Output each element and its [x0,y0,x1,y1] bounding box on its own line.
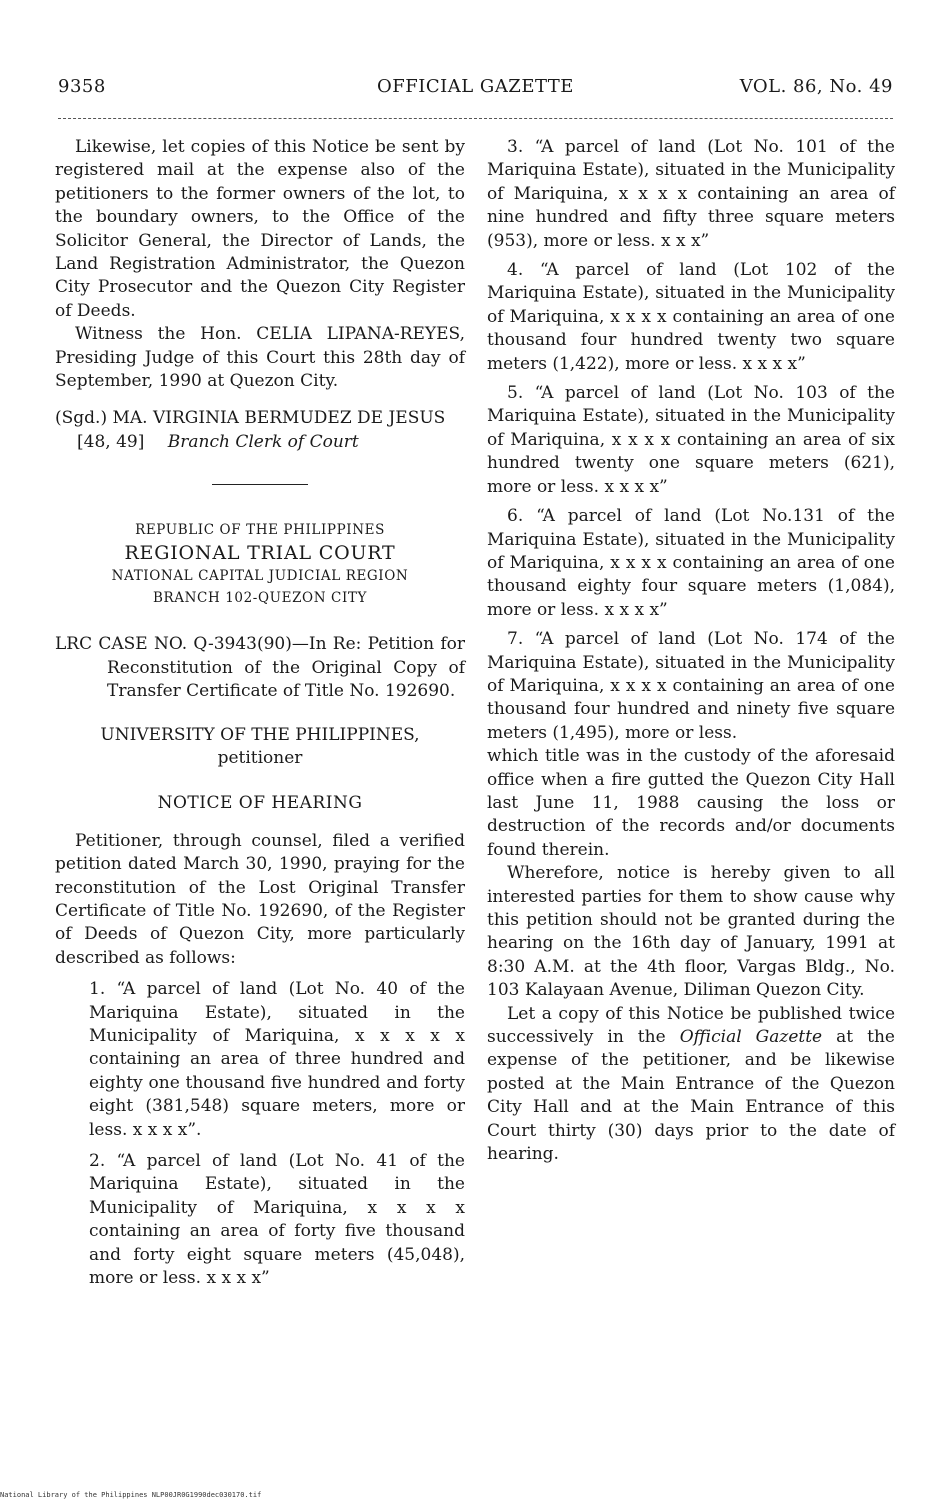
court-republic: REPUBLIC OF THE PHILIPPINES [135,522,385,539]
petitioner-name: UNIVERSITY OF THE PHILIPPINES, [100,724,420,745]
parcel-item-5: 5. “A parcel of land (Lot No. 103 of the Mariquina Estate), situated in the Municipality of Mariquina, x x x x containing an area of six hundred twenty one square meters (621), more or less. x x x x” [487,383,895,497]
petitioner-role: petitioner [217,747,303,768]
paragraph-likewise: Likewise, let copies of this Notice be sent by registered mail at the expense also of the petitioners to the former owners of the lot, to the boundary owners, to the Office of the Solicitor General, the Director of Lands, the Land Registration Administrator, the Quezon City Prosecutor and the Quezon City Register of Deeds. [55,137,465,321]
header-rule [58,118,893,119]
sgd-prefix: (Sgd.) [55,408,108,429]
page-number: 9358 [58,76,106,97]
paragraph-publication [487,1003,895,1167]
parcel-item-3: 3. “A parcel of land (Lot No. 101 of the Mariquina Estate), situated in the Municipality of Mariquina, x x x x containing an area of nine hundred and fifty three square meters (953), more or less. x x x” [487,137,895,251]
parcel-item-6: 6. “A parcel of land (Lot No.131 of the Mariquina Estate), situated in the Municipality of Mariquina, x x x x containing an area of one thousand eighty four square meters (1,084), more or less. x x x x” [487,506,895,620]
court-branch: BRANCH 102-QUEZON CITY [153,590,367,607]
signature-title-line [55,431,465,454]
publication-text-a: Let a copy of this Notice be published twice successively in the [487,1003,895,1048]
parcel-item-2: 2. “A parcel of land (Lot No. 41 of the Mariquina Estate), situated in the Municipality of Mariquina, x x x x containing an area of forty five thousand and forty eight square meters (45,048), more or less. x x x x” [89,1151,465,1289]
page-header [58,76,893,106]
paragraph-wherefore: Wherefore, notice is hereby given to all interested parties for them to show cause why this petition should not be granted during the hearing on the 16th day of January, 1991 at 8:30 A.M. at the 4th floor, Vargas Bldg., No. 103 Kalayaan Avenue, Diliman Quezon City. [487,863,895,1001]
parcel-item-7: 7. “A parcel of land (Lot No. 174 of the Mariquina Estate), situated in the Municipality of Mariquina, x x x x containing an area of one thousand four hundred and ninety five square meters (1,495), more or less. [487,629,895,743]
right-column [487,136,895,1166]
publication-title: OFFICIAL GAZETTE [377,76,574,97]
scan-credit: National Library of the Philippines NLP00JR0G1990dec030170.tif [0,1491,262,1499]
signature-line [55,407,465,430]
gazette-name: Official Gazette [679,1027,823,1048]
signatory-name: MA. VIRGINIA BERMUDEZ DE JESUS [112,408,446,429]
parcel-item-1: 1. “A parcel of land (Lot No. 40 of the Mariquina Estate), situated in the Municipality of Mariquina, x x x x x containing an area of three hundred and eighty one thousand five hundred and forty eight (381,548) square meters, more or less. x x x x”. [89,979,465,1140]
left-column [55,136,465,1290]
issue-reference: [48, 49] [77,431,145,452]
court-region: NATIONAL CAPITAL JUDICIAL REGION [111,568,409,585]
volume-issue: VOL. 86, No. 49 [739,76,893,97]
paragraph-petition: Petitioner, through counsel, filed a verified petition dated March 30, 1990, praying for the reconstitution of the Lost Original Transfer Certificate of Title No. 192690, of the Register of Deeds of Quezon City, more particularly described as follows: [55,830,465,968]
court-heading [55,519,465,609]
section-divider [212,484,308,485]
publication-text-b: at the expense of the petitioner, and be likewise posted at the Main Entrance of the Quezon City Hall and at the Main Entrance of this Court thirty (30) days prior to the date of hearing. [487,1027,895,1165]
paragraph-custody: which title was in the custody of the aforesaid office when a fire gutted the Quezon City Hall last June 11, 1988 causing the loss or destruction of the records and/or documents found therein. [487,746,895,860]
party-block [55,724,465,771]
notice-title: NOTICE OF HEARING [157,793,363,814]
parcel-item-4: 4. “A parcel of land (Lot 102 of the Mariquina Estate), situated in the Municipality of Mariquina, x x x x containing an area of one thousand four hundred twenty two square meters (1,422), more or less. x x x x” [487,260,895,374]
signatory-title: Branch Clerk of Court [167,431,359,452]
paragraph-witness: Witness the Hon. CELIA LIPANA-REYES, Presiding Judge of this Court this 28th day of September, 1990 at Quezon City. [55,324,465,392]
case-caption: LRC CASE NO. Q-3943(90)—In Re: Petition for Reconstitution of the Original Copy of Transfer Certificate of Title No. 192690. [55,634,465,702]
court-name: REGIONAL TRIAL COURT [124,542,396,565]
signature-block [55,407,465,454]
